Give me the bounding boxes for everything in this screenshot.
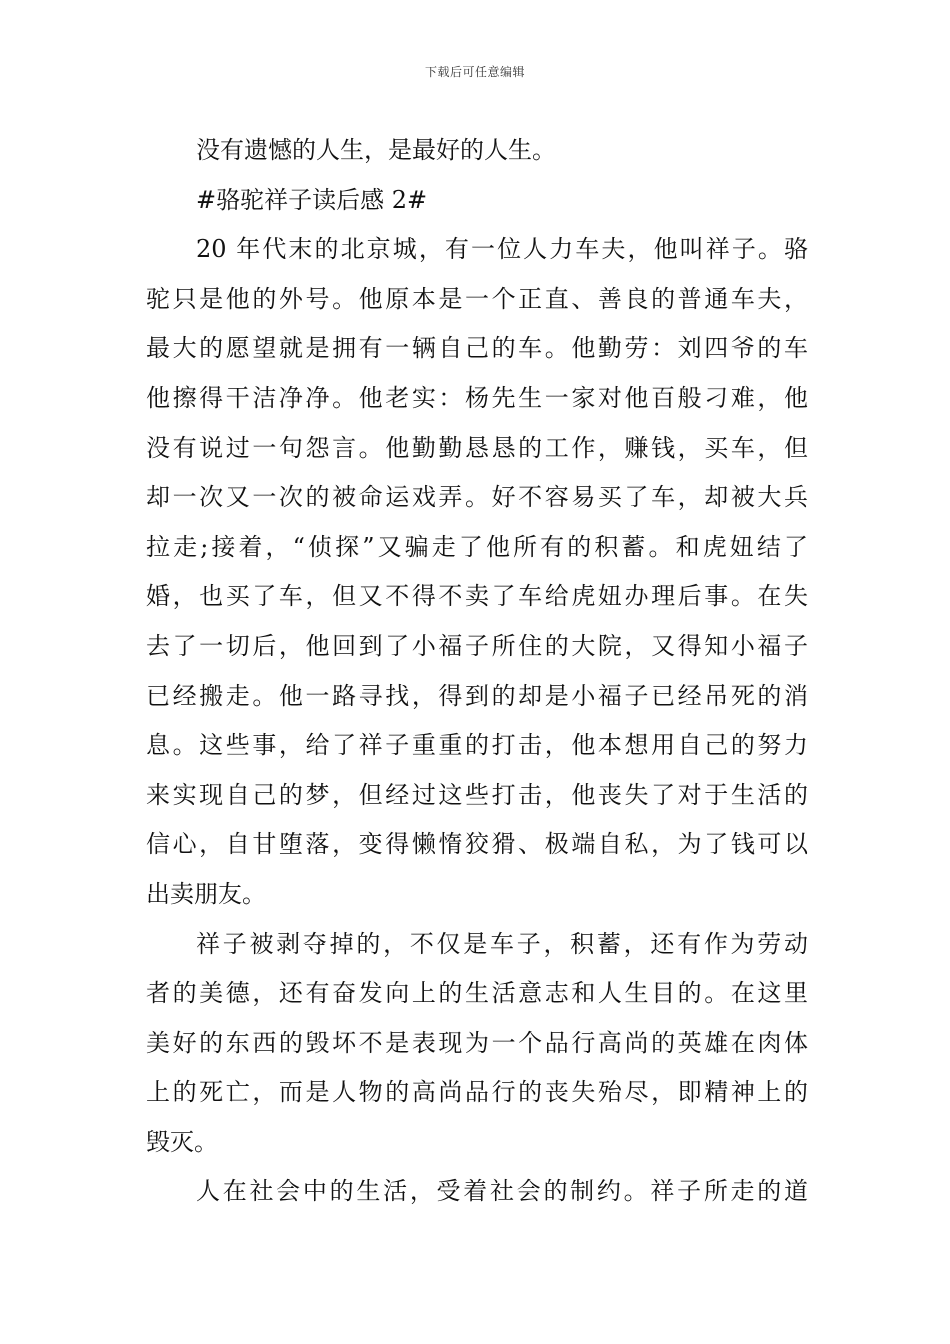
text-line: 驼只是他的外号。他原本是一个正直、善良的普通车夫， [146, 284, 808, 313]
text-line: 婚，也买了车，但又不得不卖了车给虎妞办理后事。在失 [146, 582, 808, 611]
text-line: 上的死亡，而是人物的高尚品行的丧失殆尽，即精神上的 [146, 1078, 808, 1107]
text-line: 美好的东西的毁坏不是表现为一个品行高尚的英雄在肉体 [146, 1028, 808, 1057]
text-line: 毁灭。 [146, 1127, 218, 1156]
text-line: 去了一切后，他回到了小福子所住的大院，又得知小福子 [146, 631, 808, 660]
body-text [146, 126, 808, 1217]
text-line: 没有说过一句怨言。他勤勤恳恳的工作，赚钱，买车，但 [146, 433, 808, 462]
text-line: 者的美德，还有奋发向上的生活意志和人生目的。在这里 [146, 979, 808, 1008]
text-line: 20 年代末的北京城，有一位人力车夫，他叫祥子。骆 [196, 235, 808, 264]
text-line: #骆驼祥子读后感 2# [196, 185, 428, 214]
text-line: 祥子被剥夺掉的，不仅是车子，积蓄，还有作为劳动 [196, 929, 808, 958]
text-line: 最大的愿望就是拥有一辆自己的车。他勤劳：刘四爷的车 [146, 334, 808, 363]
text-line: 人在社会中的生活，受着社会的制约。祥子所走的道 [196, 1177, 808, 1206]
text-line: 来实现自己的梦，但经过这些打击，他丧失了对于生活的 [146, 780, 808, 809]
text-line: 他擦得干洁净净。他老实：杨先生一家对他百般刁难，他 [146, 383, 808, 412]
text-line: 却一次又一次的被命运戏弄。好不容易买了车，却被大兵 [146, 483, 808, 512]
text-line: 信心，自甘堕落，变得懒惰狡猾、极端自私，为了钱可以 [146, 830, 808, 859]
text-line: 息。这些事，给了祥子重重的打击，他本想用自己的努力 [146, 731, 808, 760]
text-line: 出卖朋友。 [146, 879, 266, 908]
page-header: 下载后可任意编辑 [424, 65, 525, 79]
text-line: 拉走;接着，“侦探”又骗走了他所有的积蓄。和虎妞结了 [146, 532, 808, 561]
text-line: 没有遗憾的人生，是最好的人生。 [196, 136, 556, 164]
text-line: 已经搬走。他一路寻找，得到的却是小福子已经吊死的消 [146, 681, 808, 710]
